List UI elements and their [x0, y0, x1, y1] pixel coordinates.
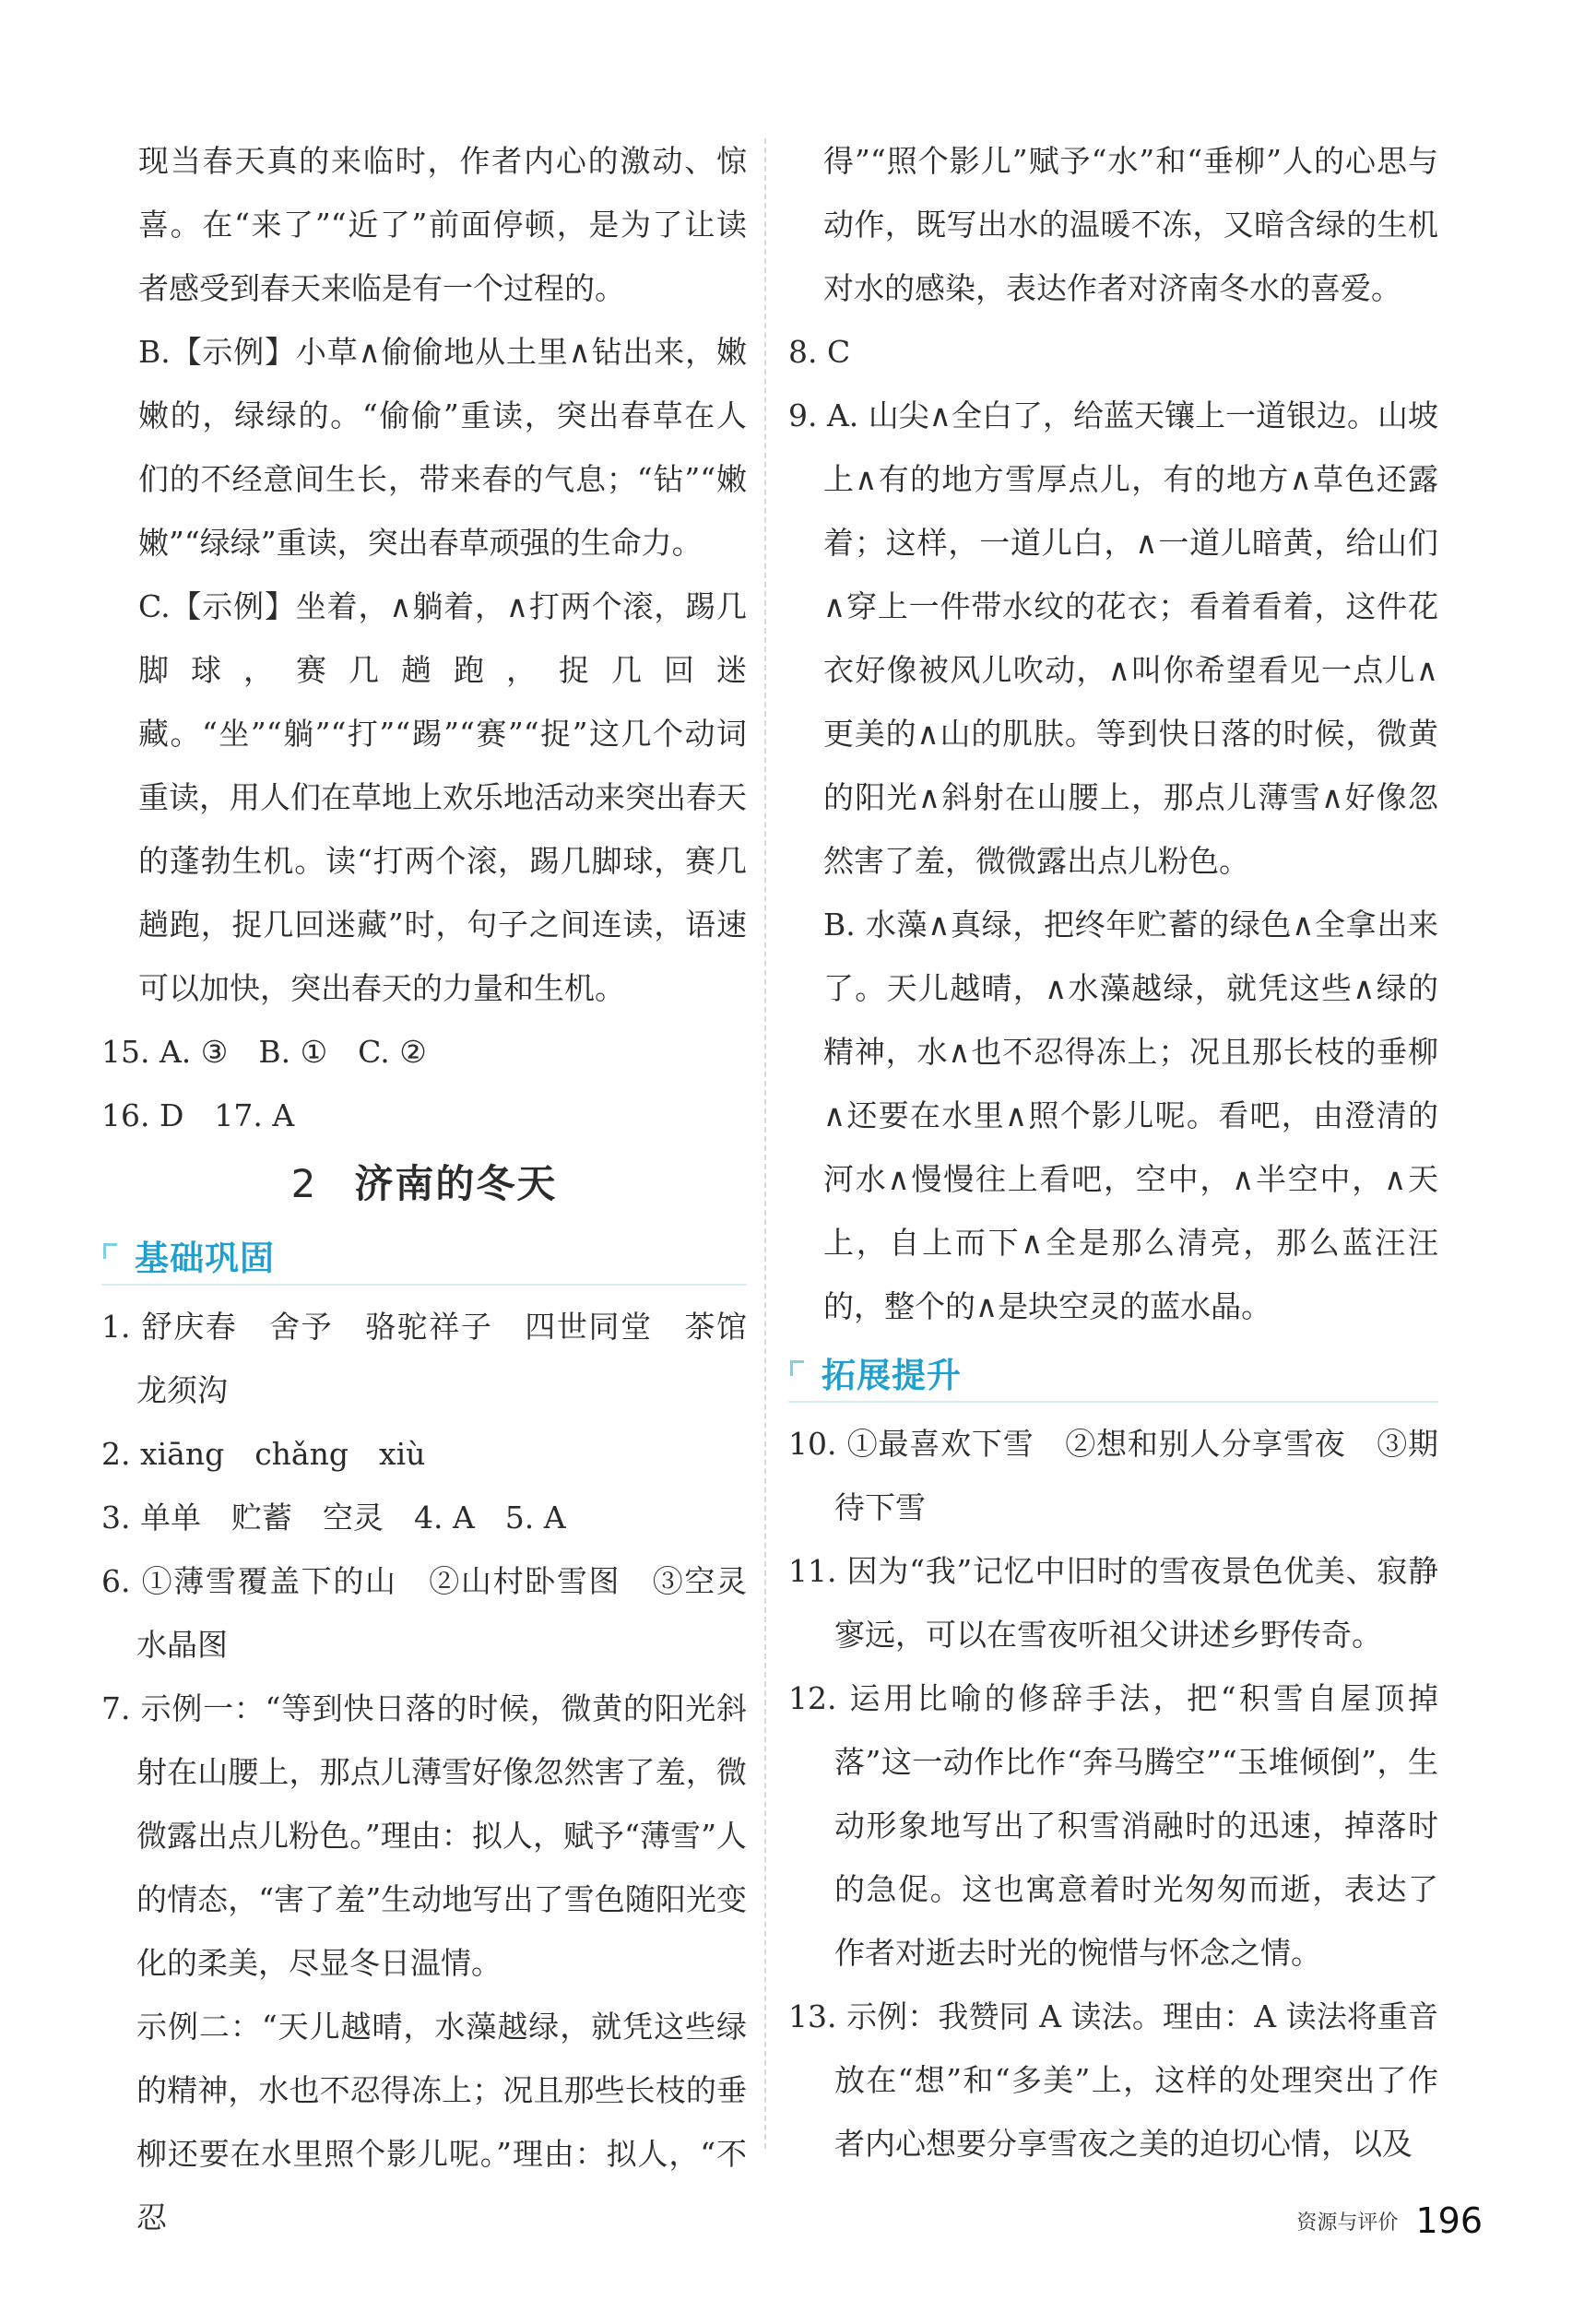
answer-6: 6. ①薄雪覆盖下的山 ②山村卧雪图 ③空灵水晶图 [101, 1563, 747, 1663]
lesson-number: 2 [290, 1161, 318, 1206]
answer-10: 10. ①最喜欢下雪 ②想和别人分享雪夜 ③期待下雪 [788, 1426, 1438, 1525]
answer-paragraph: 现当春天真的来临时，作者内心的激动、惊喜。在“来了”“近了”前面停顿，是为了让读者感受到春天来临是有一个过程的。 [138, 143, 747, 306]
answer-paragraph: C.【示例】坐着，∧躺着，∧打两个滚，踢几脚球，赛几趟跑，捉几回迷藏。“坐”“躺”“打”“踢”“赛”“捉”这几个动词重读，用人们在草地上欢乐地活动来突出春天的蓬勃生机。读“打两个滚，踢几脚球，赛几趟跑，捉几回迷藏”时，句子之间连读，语速可以加快，突出春天的力量和生机。 [138, 588, 747, 1006]
section-heading-extension [788, 1344, 1438, 1403]
answer-7-example-2: 示例二：“天儿越晴，水藻越绿，就凭这些绿的精神，水也不忍得冻上；况且那些长枝的垂柳还要在水里照个影儿呢。”理由：拟人，“不忍 [136, 2009, 747, 2235]
answer-paragraph: 得”“照个影儿”赋予“水”和“垂柳”人的心思与动作，既写出水的温暖不冻，又暗含绿的生机对水的感染，表达作者对济南冬水的喜爱。 [823, 143, 1438, 306]
answer-13: 13. 示例：我赞同 A 读法。理由：A 读法将重音放在“想”和“多美”上，这样的处理突出了作者内心想要分享雪夜之美的迫切心情，以及 [788, 1998, 1438, 2162]
answer-11: 11. 因为“我”记忆中旧时的雪夜景色优美、寂静寥远，可以在雪夜听祖父讲述乡野传奇。 [788, 1553, 1438, 1653]
answer-16-17: 16. D 17. A [101, 1097, 295, 1133]
left-column [101, 129, 777, 2249]
answer-9b: B. 水藻∧真绿，把终年贮蓄的绿色∧全拿出来了。天儿越晴，∧水藻越绿，就凭这些∧绿的精神，水∧也不忍得冻上；况且那长枝的垂柳∧还要在水里∧照个影儿呢。看吧，由澄清的河水∧慢慢往上看吧，空中，∧半空中，∧天上，自上而下∧全是那么清亮，那么蓝汪汪的，整个的∧是块空灵的蓝水晶。 [823, 907, 1438, 1324]
page-number: 196 [1415, 2200, 1483, 2241]
section-label: 拓展提升 [822, 1356, 962, 1395]
lesson-title [101, 1156, 747, 1212]
answer-9a: 9. A. 山尖∧全白了，给蓝天镶上一道银边。山坡上∧有的地方雪厚点儿，有的地方∧草色还露着；这样，一道儿白，∧一道儿暗黄，给山们∧穿上一件带水纹的花衣；看着看着，这件花衣好像被风儿吹动，∧叫你希望看见一点儿∧更美的∧山的肌肤。等到快日落的时候，微黄的阳光∧斜射在山腰上，那点儿薄雪∧好像忽然害了羞，微微露出点儿粉色。 [788, 397, 1438, 879]
section-label: 基础巩固 [135, 1239, 275, 1278]
footer-title: 资源与评价 [1296, 2211, 1399, 2235]
section-bracket-icon [103, 1243, 117, 1259]
page-footer [1296, 2200, 1483, 2241]
answer-12: 12. 运用比喻的修辞手法，把“积雪自屋顶掉落”这一动作比作“奔马腾空”“玉堆倾倒”，生动形象地写出了积雪消融时的迅速，掉落时的急促。这也寓意着时光匆匆而逝，表达了作者对逝去时光的惋惜与怀念之情。 [788, 1680, 1438, 1971]
answer-3-5: 3. 单单 贮蓄 空灵 4. A 5. A [101, 1500, 566, 1536]
right-column [788, 129, 1438, 2176]
answer-2: 2. xiāng chǎng xiù [101, 1436, 426, 1472]
section-heading-basics [101, 1227, 747, 1286]
column-divider [764, 138, 766, 2149]
answer-1: 1. 舒庆春 舍予 骆驼祥子 四世同堂 茶馆 龙须沟 [101, 1309, 777, 1408]
answer-paragraph: B.【示例】小草∧偷偷地从土里∧钻出来，嫩嫩的，绿绿的。“偷偷”重读，突出春草在人们的不经意间生长，带来春的气息；“钻”“嫩嫩”“绿绿”重读，突出春草顽强的生命力。 [138, 334, 747, 561]
answer-8: 8. C [788, 334, 851, 370]
lesson-name: 济南的冬天 [354, 1161, 558, 1206]
answer-7: 7. 示例一：“等到快日落的时候，微黄的阳光斜射在山腰上，那点儿薄雪好像忽然害了羞，微微露出点儿粉色。”理由：拟人，赋予“薄雪”人的情态，“害了羞”生动地写出了雪色随阳光变化的柔美，尽显冬日温情。 [101, 1690, 747, 1981]
answer-15: 15. A. ③ B. ① C. ② [101, 1034, 427, 1070]
section-bracket-icon [790, 1360, 804, 1376]
